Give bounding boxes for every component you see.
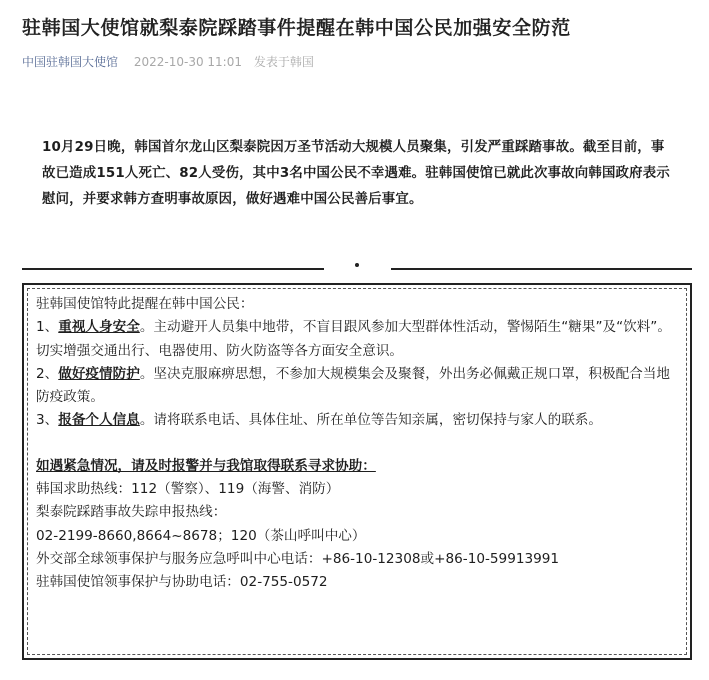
publish-location: 发表于韩国 [253,55,314,69]
intro-paragraph: 10月29日晚，韩国首尔龙山区梨泰院因万圣节活动大规模人员聚集，引发严重踩踏事故。截至目前，事故已造成151人死亡、82人受伤，其中3名中国公民不幸遇难。驻韩国使馆已就此次事故向韩国政府表示慰问，并要求韩方查明事故原因，做好遇难中国公民善后事宜。 [42,140,670,207]
notice-item-3 [36,409,676,432]
contact-line-missing-numbers: 02-2199-8660,8664~8678；120（茶山呼叫中心） [36,527,366,544]
item-number: 2、 [36,365,59,382]
article-title: 驻韩国大使馆就梨泰院踩踏事件提醒在韩中国公民加强安全防范 [22,17,571,39]
emergency-heading: 如遇紧急情况，请及时报警并与我馆取得联系寻求协助： [36,457,376,474]
item-text: 。坚决克服麻痹思想，不参加大规模集会及聚餐，外出务必佩戴正规口罩，积极配合当地防疫政策。 [36,365,670,406]
item-text: 。主动避开人员集中地带，不盲目跟风参加大型群体性活动，警惕陌生“糖果”及“饮料”。切实增强交通出行、电器使用、防火防盗等各方面安全意识。 [36,319,671,359]
divider-line-right [391,268,692,270]
item-number: 3、 [36,412,59,429]
item-keyword: 报备个人信息 [58,412,140,429]
notice-heading: 驻韩国使馆特此提醒在韩中国公民： [36,296,254,312]
notice-item-2 [36,363,676,410]
item-keyword: 重视人身安全 [58,319,140,336]
item-text: 。请将联系电话、具体住址、所在单位等告知亲属，密切保持与家人的联系。 [139,412,602,429]
publish-date: 2022-10-30 11:01 [133,55,242,69]
contact-line-mfa-hotline: 外交部全球领事保护与服务应急呼叫中心电话：+86-10-12308或+86-10-59913991 [36,550,560,567]
article-meta [22,53,314,70]
contact-line-embassy-phone: 驻韩国使馆领事保护与协助电话：02-755-0572 [36,574,328,591]
notice-item-1 [36,316,676,363]
item-number: 1、 [36,319,59,336]
contact-line-korea-hotline: 韩国求助热线：112（警察）、119（海警、消防） [36,481,340,498]
notice-box [22,283,692,660]
item-keyword: 做好疫情防护 [58,365,140,382]
contact-line-missing-report: 梨泰院踩踏事故失踪申报热线： [36,504,227,521]
divider-dot [355,263,359,267]
divider-line-left [22,268,324,270]
notice-content [36,293,676,595]
account-name-link[interactable]: 中国驻韩国大使馆 [22,55,119,69]
